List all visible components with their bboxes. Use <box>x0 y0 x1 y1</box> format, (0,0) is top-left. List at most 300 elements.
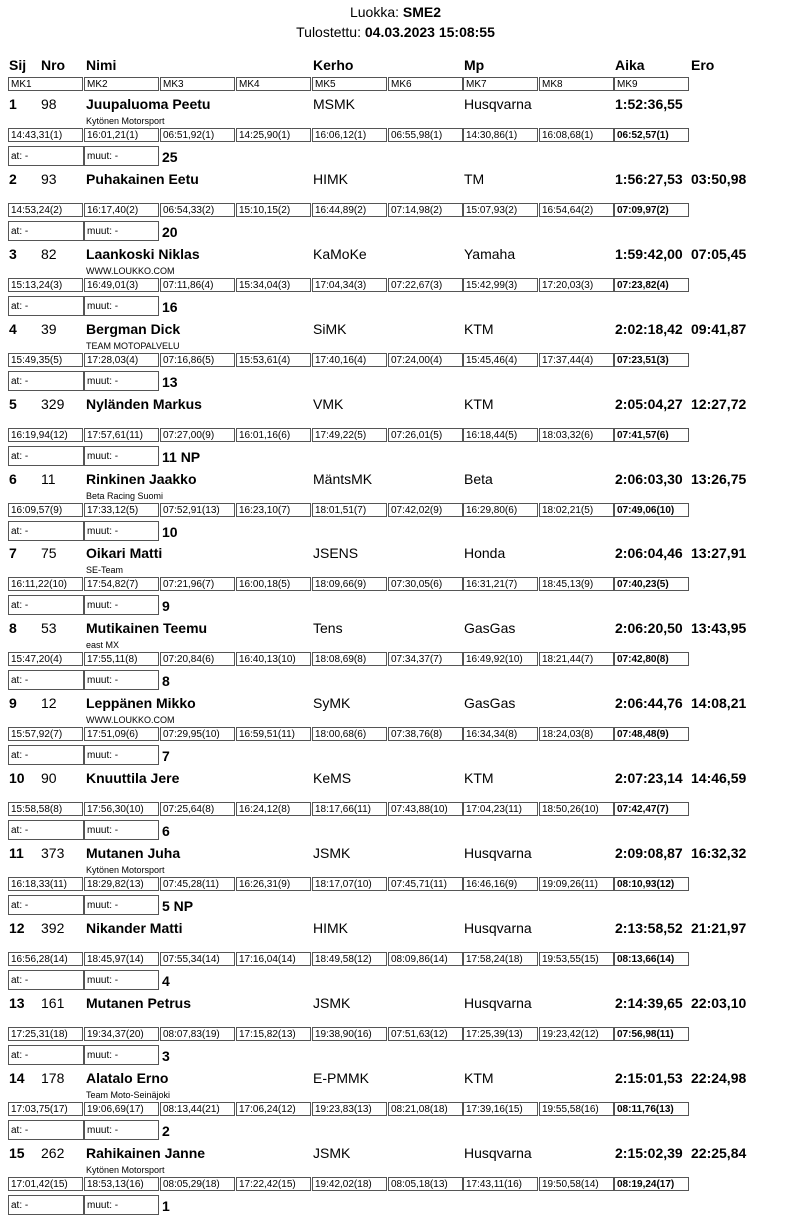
rider-name: Leppänen Mikko <box>86 695 196 712</box>
at-cell: at: - <box>8 670 84 690</box>
lap-time-cell: 17:25,39(13) <box>463 1027 538 1041</box>
muut-cell: muut: - <box>84 446 159 466</box>
lap-time-cell: 15:53,61(4) <box>236 353 311 367</box>
mk-header-cell: MK2 <box>84 77 159 91</box>
time-difference: 14:08,21 <box>691 695 747 712</box>
at-cell: at: - <box>8 1195 84 1215</box>
lap-time-cell: 07:20,84(6) <box>160 652 235 666</box>
lap-time-cell: 17:39,16(15) <box>463 1102 538 1116</box>
points-value: 25 <box>162 149 178 165</box>
total-time: 1:59:42,00 <box>615 245 683 262</box>
lap-time-cell: 19:53,55(15) <box>539 952 614 966</box>
lap-time-cell: 07:49,06(10) <box>614 503 689 517</box>
mk-header-cell: MK4 <box>236 77 311 91</box>
col-header-aika: Aika <box>615 57 645 73</box>
lap-time-cell: 17:51,09(6) <box>84 727 159 741</box>
lap-time-cell: 07:09,97(2) <box>614 203 689 217</box>
lap-time-cell: 07:55,34(14) <box>160 952 235 966</box>
muut-cell: muut: - <box>84 820 159 840</box>
rider-number: 75 <box>41 545 57 562</box>
lap-time-cell: 16:00,18(5) <box>236 577 311 591</box>
lap-time-cell: 17:57,61(11) <box>84 428 159 442</box>
lap-time-cell: 17:20,03(3) <box>539 278 614 292</box>
lap-time-cell: 16:09,57(9) <box>8 503 83 517</box>
rider-bike: KTM <box>464 395 494 412</box>
mk-header-cell: MK6 <box>388 77 463 91</box>
lap-time-cell: 06:52,57(1) <box>614 128 689 142</box>
rider-number: 392 <box>41 919 65 936</box>
lap-time-cell: 07:22,67(3) <box>388 278 463 292</box>
lap-time-cell: 07:26,01(5) <box>388 428 463 442</box>
lap-time-cell: 08:19,24(17) <box>614 1177 689 1191</box>
printed-value: 04.03.2023 15:08:55 <box>364 24 495 40</box>
rider-number: 93 <box>41 170 57 187</box>
rider-position: 11 <box>9 845 24 861</box>
lap-time-cell: 18:03,32(6) <box>539 428 614 442</box>
lap-time-cell: 18:45,97(14) <box>84 952 159 966</box>
rider-number: 53 <box>41 620 57 637</box>
points-value: 7 <box>162 748 170 765</box>
time-difference: 07:05,45 <box>691 245 747 262</box>
lap-time-cell: 16:34,34(8) <box>463 727 538 741</box>
lap-time-cell: 06:55,98(1) <box>388 128 463 142</box>
lap-time-cell: 16:26,31(9) <box>236 877 311 891</box>
lap-time-cell: 16:17,40(2) <box>84 203 159 217</box>
muut-cell: muut: - <box>84 1120 159 1140</box>
points-value: 1 <box>162 1197 170 1214</box>
lap-time-cell: 07:34,37(7) <box>388 652 463 666</box>
points-value: 11 NP <box>162 448 201 465</box>
total-time: 2:14:39,65 <box>615 994 683 1011</box>
class-line <box>0 4 791 20</box>
col-header-sij: Sij <box>9 57 27 73</box>
lap-time-cell: 17:04,34(3) <box>312 278 387 292</box>
rider-bike: KTM <box>464 320 494 337</box>
total-time: 2:13:58,52 <box>615 919 683 936</box>
result-entry <box>0 845 791 920</box>
lap-time-cell: 06:54,33(2) <box>160 203 235 217</box>
result-entry <box>0 695 791 770</box>
lap-time-cell: 07:38,76(8) <box>388 727 463 741</box>
lap-time-cell: 08:07,83(19) <box>160 1027 235 1041</box>
lap-time-cell: 17:54,82(7) <box>84 577 159 591</box>
rider-team: WWW.LOUKKO.COM <box>86 265 175 276</box>
lap-time-cell: 16:08,68(1) <box>539 128 614 142</box>
lap-time-cell: 19:23,42(12) <box>539 1027 614 1041</box>
points-value: 10 <box>162 523 178 540</box>
rider-number: 90 <box>41 770 57 787</box>
total-time: 1:56:27,53 <box>615 170 683 187</box>
muut-cell: muut: - <box>84 895 159 915</box>
points-value: 3 <box>162 1047 170 1064</box>
rider-position: 7 <box>9 545 17 562</box>
lap-time-cell: 07:27,00(9) <box>160 428 235 442</box>
total-time: 2:05:04,27 <box>615 395 683 412</box>
time-difference: 16:32,32 <box>691 845 747 861</box>
rider-team: east MX <box>86 640 120 651</box>
lap-time-cell: 17:28,03(4) <box>84 353 159 367</box>
rider-club: Tens <box>313 620 343 637</box>
rider-number: 11 <box>41 470 56 487</box>
lap-time-cell: 17:03,75(17) <box>8 1102 83 1116</box>
rider-club: JSMK <box>313 994 351 1011</box>
result-entry <box>0 995 791 1070</box>
lap-time-cell: 07:52,91(13) <box>160 503 235 517</box>
total-time: 2:15:02,39 <box>615 1144 683 1161</box>
lap-time-cell: 07:45,28(11) <box>160 877 235 891</box>
lap-time-cell: 17:56,30(10) <box>84 802 159 816</box>
time-difference: 13:26,75 <box>691 470 747 487</box>
time-difference: 03:50,98 <box>691 170 747 187</box>
points-value: 5 NP <box>162 898 194 914</box>
total-time: 2:07:23,14 <box>615 770 683 787</box>
rider-club: HIMK <box>313 170 348 187</box>
total-time: 2:09:08,87 <box>615 845 683 861</box>
lap-time-cell: 18:24,03(8) <box>539 727 614 741</box>
rider-name: Bergman Dick <box>86 320 181 337</box>
muut-cell: muut: - <box>84 521 159 541</box>
rider-position: 12 <box>9 919 25 936</box>
rider-team: Beta Racing Suomi <box>86 490 164 501</box>
rider-number: 98 <box>41 96 57 112</box>
points-value: 9 <box>162 598 170 615</box>
rider-club: KaMoKe <box>313 245 367 262</box>
lap-time-cell: 18:02,21(5) <box>539 503 614 517</box>
class-value: SME2 <box>402 4 442 20</box>
rider-name: Mutanen Juha <box>86 845 181 861</box>
lap-time-cell: 15:42,99(3) <box>463 278 538 292</box>
lap-time-cell: 14:53,24(2) <box>8 203 83 217</box>
lap-time-cell: 07:51,63(12) <box>388 1027 463 1041</box>
printed-label: Tulostettu: <box>296 24 361 40</box>
total-time: 2:06:44,76 <box>615 695 683 712</box>
rider-position: 9 <box>9 695 17 712</box>
lap-time-cell: 16:59,51(11) <box>236 727 311 741</box>
rider-bike: Husqvarna <box>464 845 532 861</box>
rider-team: SE-Team <box>86 565 124 576</box>
mk-header-cell: MK1 <box>8 77 83 91</box>
mk-header-cell: MK5 <box>312 77 387 91</box>
rider-position: 15 <box>9 1144 25 1161</box>
lap-time-cell: 15:49,35(5) <box>8 353 83 367</box>
lap-time-cell: 18:17,07(10) <box>312 877 387 891</box>
lap-time-cell: 15:47,20(4) <box>8 652 83 666</box>
lap-time-cell: 06:51,92(1) <box>160 128 235 142</box>
time-difference: 22:24,98 <box>691 1069 747 1086</box>
result-entry <box>0 171 791 246</box>
lap-time-cell: 07:23,51(3) <box>614 353 689 367</box>
rider-club: JSMK <box>313 845 351 861</box>
lap-time-cell: 07:45,71(11) <box>388 877 463 891</box>
rider-position: 14 <box>9 1069 25 1086</box>
rider-club: MäntsMK <box>313 470 373 487</box>
total-time: 1:52:36,55 <box>615 96 683 112</box>
lap-time-cell: 07:21,96(7) <box>160 577 235 591</box>
rider-bike: GasGas <box>464 620 516 637</box>
lap-time-cell: 17:49,22(5) <box>312 428 387 442</box>
rider-name: Rahikainen Janne <box>86 1144 206 1161</box>
lap-time-cell: 14:25,90(1) <box>236 128 311 142</box>
at-cell: at: - <box>8 446 84 466</box>
rider-name: Nikander Matti <box>86 919 183 936</box>
lap-time-cell: 07:29,95(10) <box>160 727 235 741</box>
at-cell: at: - <box>8 745 84 765</box>
at-cell: at: - <box>8 1045 84 1065</box>
lap-time-cell: 18:45,13(9) <box>539 577 614 591</box>
lap-time-cell: 17:04,23(11) <box>463 802 538 816</box>
result-entry <box>0 96 791 171</box>
rider-position: 4 <box>9 320 17 337</box>
lap-time-cell: 07:48,48(9) <box>614 727 689 741</box>
points-value: 13 <box>162 373 178 390</box>
total-time: 2:06:20,50 <box>615 620 683 637</box>
result-entry <box>0 321 791 396</box>
rider-position: 10 <box>9 770 25 787</box>
lap-time-cell: 16:40,13(10) <box>236 652 311 666</box>
lap-time-cell: 17:22,42(15) <box>236 1177 311 1191</box>
rider-name: Alatalo Erno <box>86 1069 169 1086</box>
lap-time-cell: 16:23,10(7) <box>236 503 311 517</box>
result-entry <box>0 1070 791 1145</box>
lap-time-cell: 08:05,18(13) <box>388 1177 463 1191</box>
rider-number: 329 <box>41 395 65 412</box>
lap-time-cell: 14:30,86(1) <box>463 128 538 142</box>
rider-bike: Husqvarna <box>464 96 532 112</box>
lap-time-cell: 17:16,04(14) <box>236 952 311 966</box>
result-entry <box>0 1145 791 1220</box>
result-entry <box>0 620 791 695</box>
lap-time-cell: 08:05,29(18) <box>160 1177 235 1191</box>
muut-cell: muut: - <box>84 745 159 765</box>
rider-position: 6 <box>9 470 17 487</box>
time-difference: 13:27,91 <box>691 545 747 562</box>
lap-time-cell: 07:42,80(8) <box>614 652 689 666</box>
lap-time-cell: 18:21,44(7) <box>539 652 614 666</box>
rider-team: Team Moto-Seinäjoki <box>86 1089 171 1100</box>
at-cell: at: - <box>8 296 84 316</box>
lap-time-cell: 07:24,00(4) <box>388 353 463 367</box>
result-entry <box>0 545 791 620</box>
lap-time-cell: 07:11,86(4) <box>160 278 235 292</box>
rider-position: 5 <box>9 395 17 412</box>
lap-time-cell: 19:55,58(16) <box>539 1102 614 1116</box>
rider-bike: KTM <box>464 1069 494 1086</box>
lap-time-cell: 19:06,69(17) <box>84 1102 159 1116</box>
col-header-kerho: Kerho <box>313 57 354 73</box>
lap-time-cell: 19:50,58(14) <box>539 1177 614 1191</box>
lap-time-cell: 15:34,04(3) <box>236 278 311 292</box>
rider-position: 13 <box>9 994 25 1011</box>
lap-time-cell: 17:15,82(13) <box>236 1027 311 1041</box>
points-value: 4 <box>162 972 170 989</box>
lap-time-cell: 07:16,86(5) <box>160 353 235 367</box>
lap-time-cell: 16:31,21(7) <box>463 577 538 591</box>
lap-time-cell: 19:38,90(16) <box>312 1027 387 1041</box>
muut-cell: muut: - <box>84 595 159 615</box>
rider-bike: Husqvarna <box>464 994 532 1011</box>
lap-time-cell: 07:42,02(9) <box>388 503 463 517</box>
rider-club: HIMK <box>313 919 348 936</box>
total-time: 2:02:18,42 <box>615 320 683 337</box>
rider-position: 8 <box>9 620 17 637</box>
lap-time-cell: 18:17,66(11) <box>312 802 387 816</box>
rider-bike: GasGas <box>464 695 516 712</box>
rider-position: 2 <box>9 170 17 187</box>
lap-time-cell: 16:54,64(2) <box>539 203 614 217</box>
total-time: 2:06:04,46 <box>615 545 683 562</box>
lap-time-cell: 07:56,98(11) <box>614 1027 689 1041</box>
rider-team: TEAM MOTOPALVELU <box>86 340 180 351</box>
rider-club: SyMK <box>313 695 351 712</box>
mk-header-cell: MK8 <box>539 77 614 91</box>
rider-bike: Beta <box>464 470 493 487</box>
lap-time-cell: 08:09,86(14) <box>388 952 463 966</box>
lap-time-cell: 19:23,83(13) <box>312 1102 387 1116</box>
rider-team: WWW.LOUKKO.COM <box>86 715 175 726</box>
at-cell: at: - <box>8 371 84 391</box>
lap-time-cell: 07:41,57(6) <box>614 428 689 442</box>
rider-name: Mutikainen Teemu <box>86 620 208 637</box>
lap-time-cell: 08:13,66(14) <box>614 952 689 966</box>
result-entry <box>0 920 791 995</box>
lap-time-cell: 15:45,46(4) <box>463 353 538 367</box>
lap-time-cell: 18:50,26(10) <box>539 802 614 816</box>
lap-time-cell: 16:18,44(5) <box>463 428 538 442</box>
rider-number: 39 <box>41 320 57 337</box>
lap-time-cell: 16:19,94(12) <box>8 428 83 442</box>
points-value: 16 <box>162 298 178 315</box>
result-entry <box>0 246 791 321</box>
rider-club: KeMS <box>313 770 352 787</box>
muut-cell: muut: - <box>84 221 159 241</box>
lap-time-cell: 16:49,92(10) <box>463 652 538 666</box>
lap-time-cell: 16:01,16(6) <box>236 428 311 442</box>
points-value: 8 <box>162 673 170 690</box>
rider-club: JSENS <box>313 545 359 562</box>
mk-header-cell: MK3 <box>160 77 235 91</box>
lap-time-cell: 18:29,82(13) <box>84 877 159 891</box>
lap-time-cell: 16:29,80(6) <box>463 503 538 517</box>
rider-bike: Honda <box>464 545 506 562</box>
rider-bike: Yamaha <box>464 245 516 262</box>
lap-time-cell: 16:44,89(2) <box>312 203 387 217</box>
rider-team: Kytönen Motorsport <box>86 1164 165 1175</box>
lap-time-cell: 17:25,31(18) <box>8 1027 83 1041</box>
rider-name: Puhakainen Eetu <box>86 170 199 187</box>
time-difference: 13:43,95 <box>691 620 747 637</box>
time-difference: 12:27,72 <box>691 395 747 412</box>
at-cell: at: - <box>8 820 84 840</box>
rider-bike: KTM <box>464 770 494 787</box>
class-label: Luokka: <box>349 4 400 20</box>
lap-time-cell: 17:58,24(18) <box>463 952 538 966</box>
rider-name: Laankoski Niklas <box>86 245 200 262</box>
muut-cell: muut: - <box>84 146 159 166</box>
rider-name: Rinkinen Jaakko <box>86 470 197 487</box>
lap-time-cell: 16:06,12(1) <box>312 128 387 142</box>
lap-time-cell: 18:49,58(12) <box>312 952 387 966</box>
total-time: 2:15:01,53 <box>615 1069 683 1086</box>
time-difference: 14:46,59 <box>691 770 747 787</box>
lap-time-cell: 19:09,26(11) <box>539 877 614 891</box>
rider-bike: Husqvarna <box>464 1144 532 1161</box>
at-cell: at: - <box>8 221 84 241</box>
lap-time-cell: 17:55,11(8) <box>84 652 159 666</box>
col-header-nro: Nro <box>41 57 66 73</box>
lap-time-cell: 19:42,02(18) <box>312 1177 387 1191</box>
lap-time-cell: 17:40,16(4) <box>312 353 387 367</box>
time-difference: 22:25,84 <box>691 1144 747 1161</box>
points-value: 6 <box>162 823 170 840</box>
rider-team: Kytönen Motorsport <box>86 116 165 126</box>
total-time: 2:06:03,30 <box>615 470 683 487</box>
at-cell: at: - <box>8 970 84 990</box>
lap-time-cell: 14:43,31(1) <box>8 128 83 142</box>
rider-position: 1 <box>9 96 17 112</box>
lap-time-cell: 15:13,24(3) <box>8 278 83 292</box>
result-entry <box>0 396 791 471</box>
result-entry <box>0 770 791 845</box>
lap-time-cell: 07:14,98(2) <box>388 203 463 217</box>
at-cell: at: - <box>8 521 84 541</box>
time-difference: 09:41,87 <box>691 320 747 337</box>
result-entry <box>0 471 791 546</box>
lap-time-cell: 17:33,12(5) <box>84 503 159 517</box>
mk-header-cell: MK7 <box>463 77 538 91</box>
lap-time-cell: 18:01,51(7) <box>312 503 387 517</box>
lap-time-cell: 16:11,22(10) <box>8 577 83 591</box>
points-value: 2 <box>162 1122 170 1139</box>
rider-name: Mutanen Petrus <box>86 994 192 1011</box>
muut-cell: muut: - <box>84 670 159 690</box>
lap-time-cell: 15:57,92(7) <box>8 727 83 741</box>
lap-time-cell: 18:00,68(6) <box>312 727 387 741</box>
lap-time-cell: 07:43,88(10) <box>388 802 463 816</box>
rider-team: Kytönen Motorsport <box>86 865 165 875</box>
muut-cell: muut: - <box>84 1195 159 1215</box>
lap-time-cell: 16:01,21(1) <box>84 128 159 142</box>
at-cell: at: - <box>8 1120 84 1140</box>
rider-name: Knuuttila Jere <box>86 770 180 787</box>
rider-number: 161 <box>41 994 65 1011</box>
rider-number: 178 <box>41 1069 65 1086</box>
rider-number: 82 <box>41 245 57 262</box>
rider-name: Nyländen Markus <box>86 395 202 412</box>
lap-time-cell: 07:42,47(7) <box>614 802 689 816</box>
rider-club: MSMK <box>313 96 355 112</box>
printed-line <box>0 24 791 40</box>
mk-header-cell: MK9 <box>614 77 689 91</box>
rider-position: 3 <box>9 245 17 262</box>
rider-name: Juupaluoma Peetu <box>86 96 211 112</box>
lap-time-cell: 08:10,93(12) <box>614 877 689 891</box>
rider-bike: TM <box>464 170 485 187</box>
lap-time-cell: 18:53,13(16) <box>84 1177 159 1191</box>
lap-time-cell: 16:49,01(3) <box>84 278 159 292</box>
lap-time-cell: 15:07,93(2) <box>463 203 538 217</box>
col-header-nimi: Nimi <box>86 57 117 73</box>
rider-club: SiMK <box>313 320 347 337</box>
lap-time-cell: 15:58,58(8) <box>8 802 83 816</box>
lap-time-cell: 07:40,23(5) <box>614 577 689 591</box>
muut-cell: muut: - <box>84 1045 159 1065</box>
lap-time-cell: 18:09,66(9) <box>312 577 387 591</box>
lap-time-cell: 16:56,28(14) <box>8 952 83 966</box>
rider-club: VMK <box>313 395 344 412</box>
lap-time-cell: 16:18,33(11) <box>8 877 83 891</box>
rider-club: E-PMMK <box>313 1069 369 1086</box>
lap-time-cell: 17:01,42(15) <box>8 1177 83 1191</box>
